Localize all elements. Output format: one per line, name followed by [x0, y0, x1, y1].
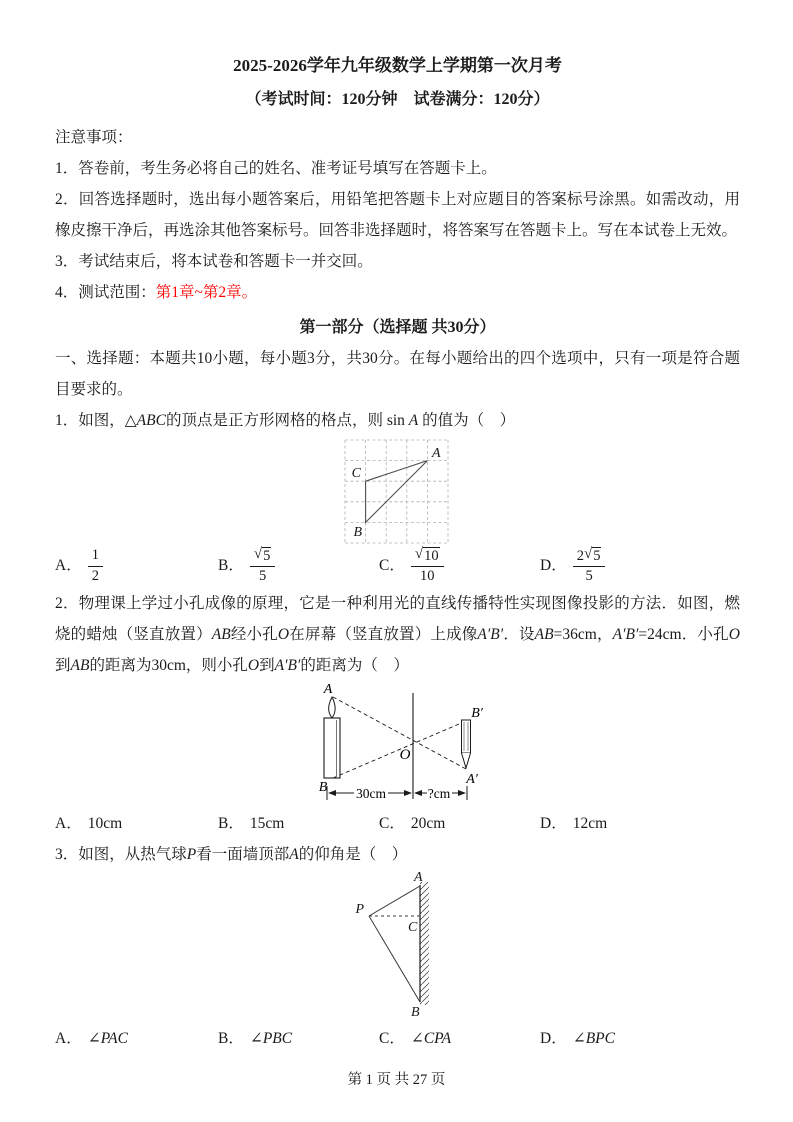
option-letter: B．: [218, 557, 244, 574]
q1-label-c: C: [351, 466, 361, 481]
q2-options: [55, 809, 740, 839]
q2-option-b: [218, 809, 379, 839]
dim-arrow-left-icon: [328, 790, 336, 796]
note-item-3: 3．考试结束后，将本试卷和答题卡一并交回。: [55, 253, 373, 270]
option-value: ∠BPC: [572, 1030, 615, 1047]
q1-option-d: [540, 547, 740, 586]
q1-options: [55, 546, 740, 586]
wall-hatching: [420, 882, 429, 1005]
q3-label-b: B: [411, 1005, 420, 1018]
section1-header: 第一部分（选择题 共30分）: [299, 319, 496, 336]
q3-wall-figure: [344, 870, 479, 1018]
image-candle-tip: [462, 753, 471, 768]
fraction-value: 2 √ 5 5: [573, 547, 606, 586]
q1-stem: 1．如图，△ABC的顶点是正方形网格的格点，则 sin A 的值为（ ）: [55, 412, 516, 429]
q2-label-o: O: [399, 747, 411, 763]
q1-label-b: B: [352, 525, 362, 540]
q2-option-d: [540, 809, 740, 839]
note-item-2: 2．回答选择题时，选出每小题答案后，用铅笔把答题卡上对应题目的答案标号涂黑。如需改动，用橡皮擦干净后，再选涂其他答案标号。回答非选择题时，将答案写在答题卡上。写在本试卷上无效。: [55, 191, 740, 239]
q3-label-c: C: [408, 920, 418, 935]
dim-arrow-mid-right-icon: [414, 790, 422, 796]
q2-label-b: B: [318, 780, 328, 795]
q2-dim-left: 30cm: [356, 786, 386, 801]
image-candle-body: [462, 720, 471, 753]
q2-option-c: [379, 809, 540, 839]
option-letter: D．: [540, 815, 567, 832]
option-letter: B．: [218, 815, 244, 832]
notes-heading: 注意事项：: [55, 129, 133, 146]
radical-icon: √: [414, 545, 424, 562]
option-value: 20cm: [410, 815, 446, 832]
q1-triangle: [365, 461, 427, 523]
q2-stem: 2．物理课上学过小孔成像的原理，它是一种利用光的直线传播特性实现图像投影的方法．如图，燃烧的蜡烛（竖直放置）AB经小孔O在屏幕（竖直放置）上成像A′B′．设AB=36cm，A′B′=24cm．小孔O到AB的距离为30cm，则小孔O到A′B′的距离为（ ）: [55, 595, 740, 674]
q1-label-a: A: [431, 446, 441, 461]
q3-option-b: [218, 1024, 379, 1054]
fraction-value: √ 5 5: [250, 547, 275, 586]
q2-dim-right: ?cm: [427, 786, 451, 801]
q2-label-a: A: [323, 682, 333, 697]
option-letter: B．: [218, 1030, 244, 1047]
radical-icon: √: [253, 545, 263, 562]
candle-body: [324, 718, 340, 778]
option-letter: A．: [55, 557, 82, 574]
q2-label-b-prime: B′: [471, 706, 483, 721]
option-value: ∠CPA: [410, 1030, 452, 1047]
option-value: ∠PAC: [87, 1030, 128, 1047]
page-title: 2025-2026学年九年级数学上学期第一次月考: [233, 56, 562, 75]
q1-figure: [55, 438, 740, 544]
option-letter: A．: [55, 815, 82, 832]
option-value: 15cm: [249, 815, 285, 832]
page-footer: 第 1 页 共 27 页: [347, 1072, 446, 1088]
q3-option-c: [379, 1024, 540, 1054]
radical-icon: √: [583, 545, 593, 562]
option-value: ∠PBC: [249, 1030, 293, 1047]
option-letter: C．: [379, 557, 405, 574]
q3-label-a: A: [414, 870, 423, 885]
page-subtitle: （考试时间：120分钟 试卷满分：120分）: [245, 91, 550, 108]
candle-flame: [329, 697, 336, 718]
note-item-4: 4．测试范围：第1章~第2章。: [55, 284, 258, 301]
option-letter: A．: [55, 1030, 82, 1047]
q3-option-d: [540, 1024, 740, 1054]
q1-grid-figure: [333, 438, 463, 544]
q1-option-a: [55, 547, 218, 585]
q3-options: [55, 1024, 740, 1054]
q1-option-b: [218, 547, 379, 586]
option-letter: C．: [379, 1030, 405, 1047]
q2-label-a-prime: A′: [466, 772, 478, 787]
option-letter: D．: [540, 1030, 567, 1047]
fraction-value: $\frac{1}{2}$: [88, 547, 103, 585]
q3-stem: 3．如图，从热气球P看一面墙顶部A的仰角是（ ）: [55, 846, 408, 863]
dim-arrow-right-icon: [458, 790, 466, 796]
q3-label-p: P: [355, 902, 364, 917]
option-letter: C．: [379, 815, 405, 832]
dim-arrow-mid-left-icon: [404, 790, 412, 796]
fraction-value: √ 10 10: [411, 547, 444, 586]
q2-option-a: [55, 809, 218, 839]
q2-figure: [55, 681, 740, 805]
q1-option-c: [379, 547, 540, 586]
option-value: 12cm: [572, 815, 608, 832]
option-letter: D．: [540, 557, 567, 574]
q3-figure: [69, 870, 754, 1018]
option-value: 10cm: [87, 815, 123, 832]
q2-pinhole-figure: [300, 681, 495, 805]
q3-option-a: [55, 1024, 218, 1054]
note-item-1: 1．答卷前，考生务必将自己的姓名、准考证号填写在答题卡上。: [55, 160, 497, 177]
section1-intro: 一、选择题：本题共10小题，每小题3分，共30分。在每小题给出的四个选项中，只有一项是符合题目要求的。: [55, 350, 740, 398]
